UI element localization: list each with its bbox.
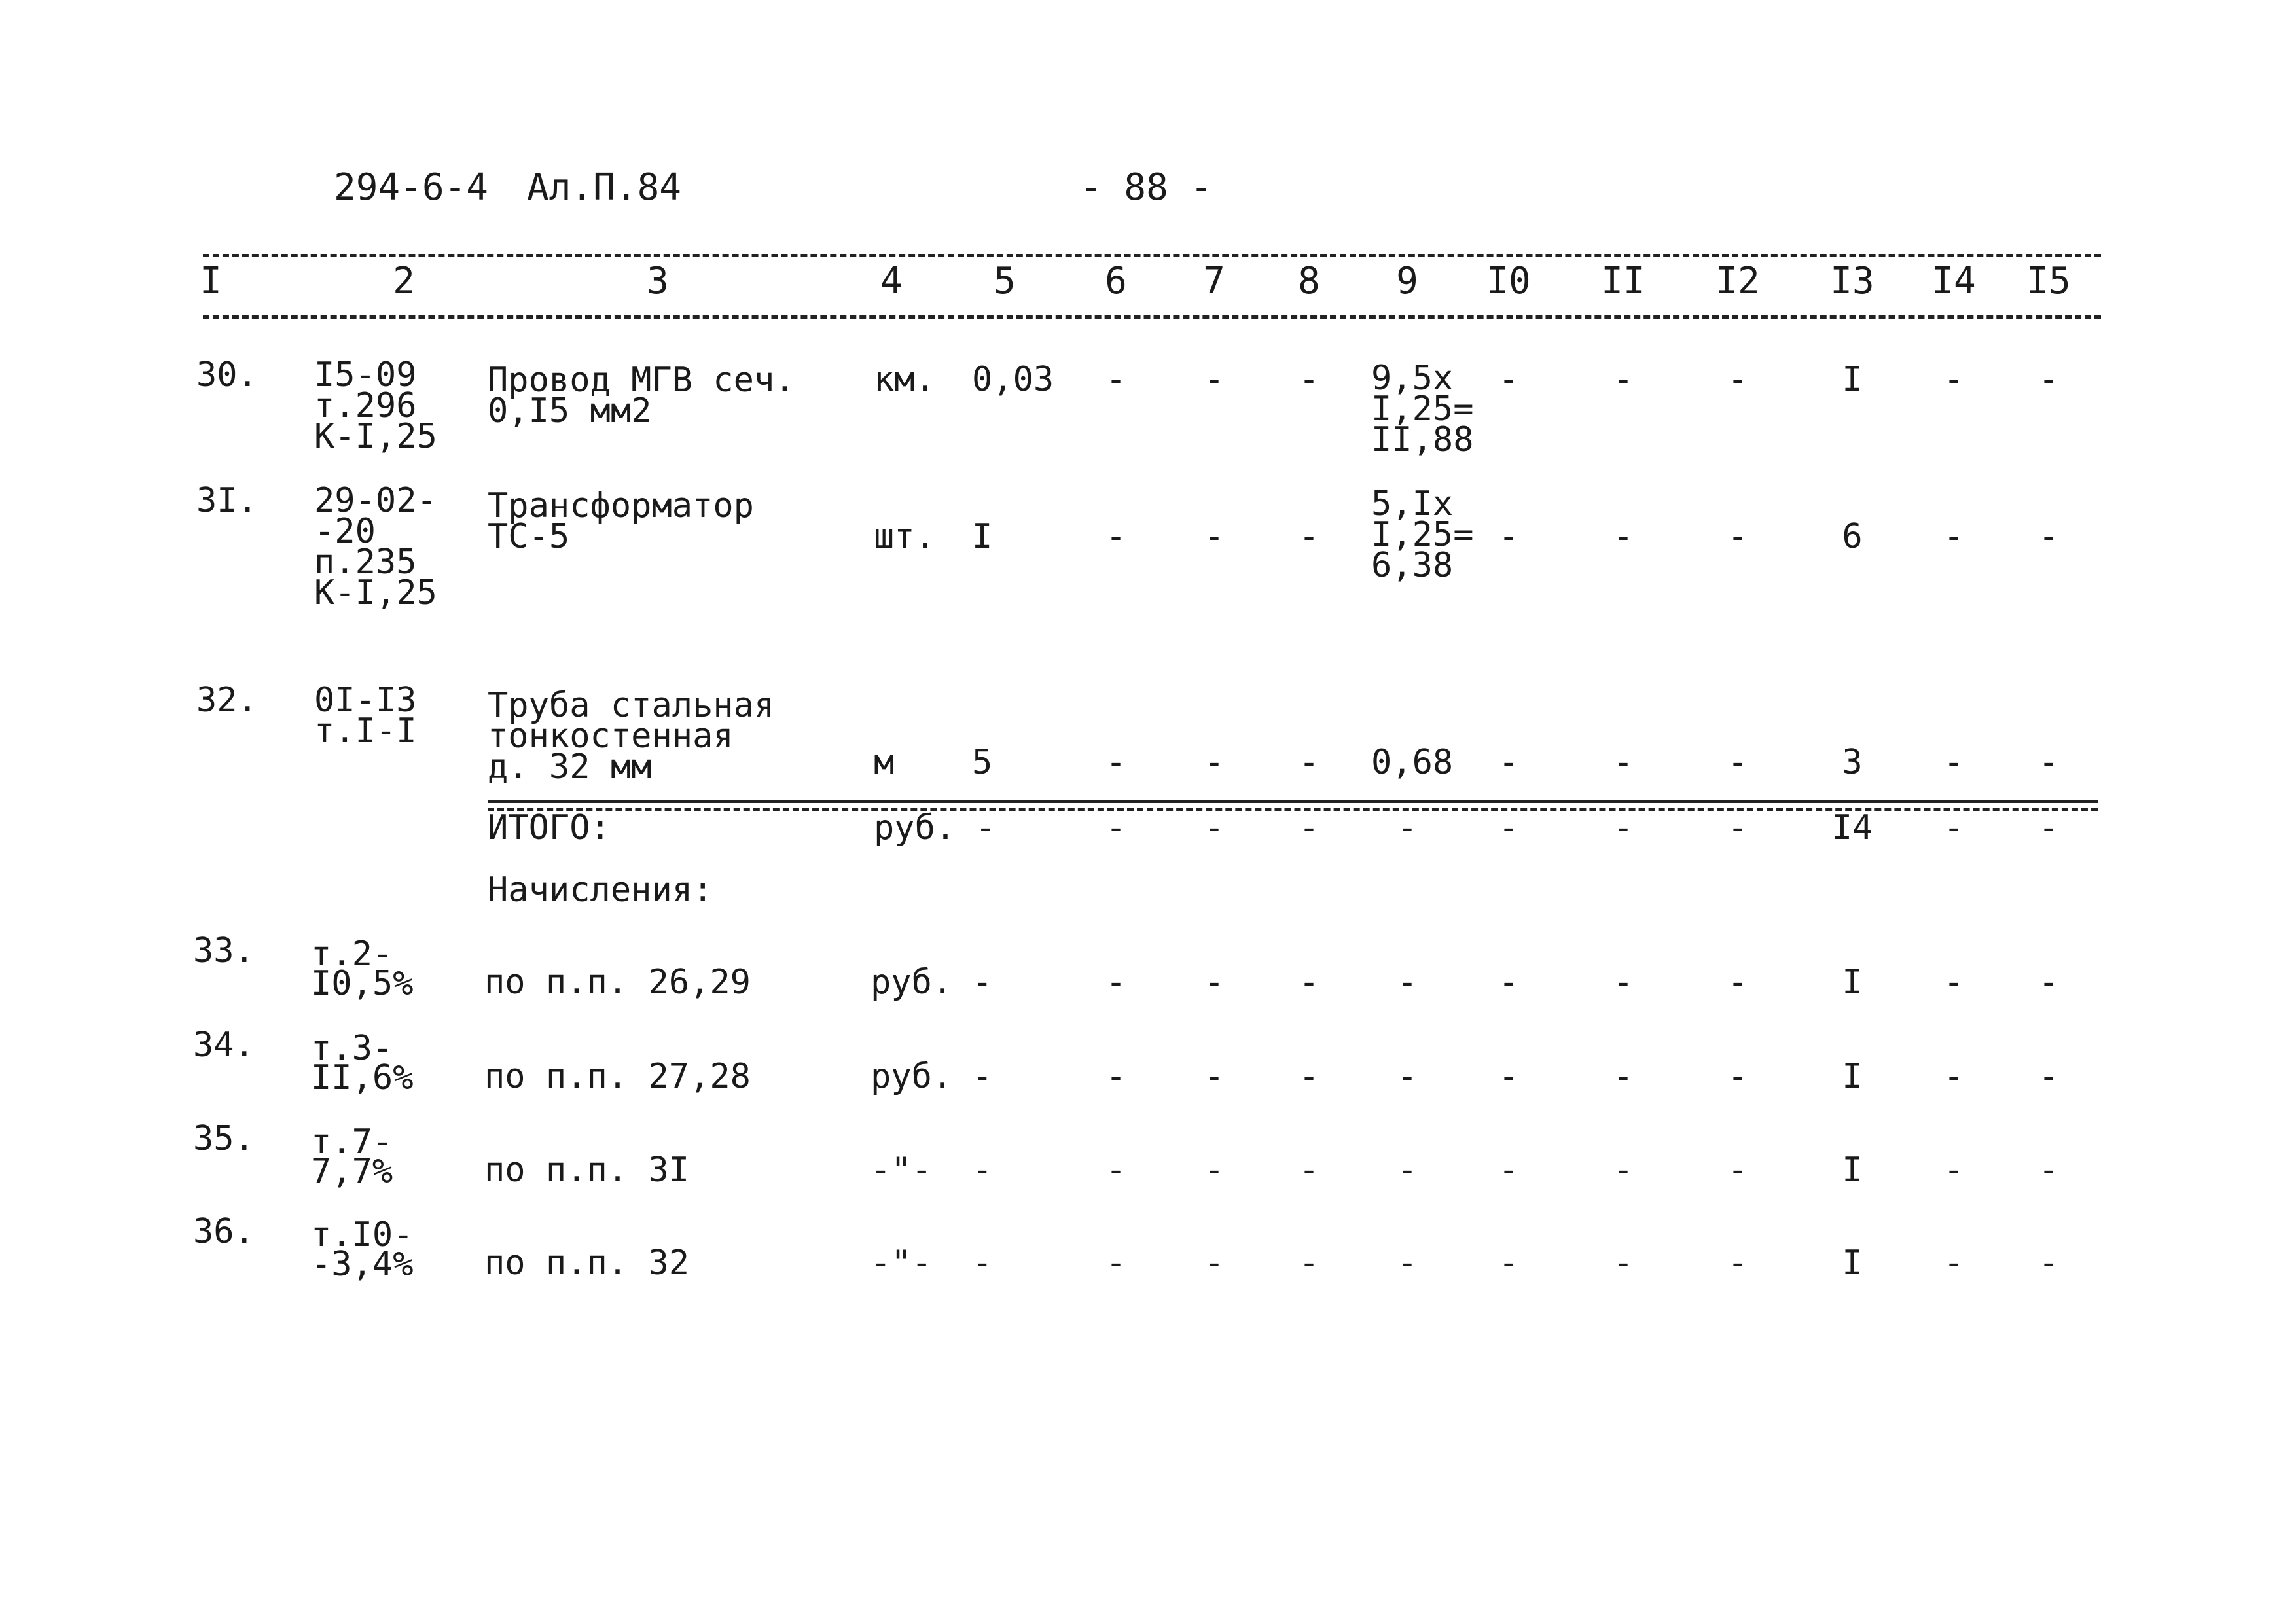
column-header-7: 7 (1203, 260, 1225, 302)
row-number: 32. (196, 681, 258, 720)
accrual-col-14: - (1943, 963, 1964, 1002)
row-col-11: - (1613, 517, 1634, 556)
accrual-col-6: - (1105, 963, 1126, 1002)
row-name: Трансформатор (488, 486, 754, 526)
accrual-col-6: - (1105, 1243, 1126, 1283)
column-header-8: 8 (1298, 260, 1320, 302)
accrual-col-13: I (1842, 963, 1863, 1002)
accrual-number: 36. (193, 1212, 255, 1251)
row-col-14: - (1943, 517, 1964, 556)
accrual-col-11: - (1613, 1243, 1634, 1283)
accrual-col-8: - (1299, 1057, 1319, 1096)
accrual-col-9: - (1397, 963, 1418, 1002)
total-col-5: - (975, 808, 996, 847)
row-code: т.I-I (314, 711, 417, 751)
row-col-9: I,25= (1371, 389, 1474, 429)
row-name: Провод МГВ сеч. (488, 361, 795, 400)
row-name: Труба стальная (488, 686, 775, 725)
accrual-col-10: - (1498, 1243, 1519, 1283)
total-col-7: - (1204, 808, 1225, 847)
accrual-unit: -"- (870, 1243, 932, 1283)
row-col-10: - (1498, 743, 1519, 782)
accrual-number: 34. (193, 1026, 255, 1065)
accrual-col-14: - (1943, 1057, 1964, 1096)
row-col-12: - (1727, 517, 1748, 556)
row-col-9: I,25= (1371, 515, 1474, 554)
total-col-11: - (1613, 808, 1634, 847)
accrual-col-9: - (1397, 1150, 1418, 1190)
accrual-col-6: - (1105, 1057, 1126, 1096)
accrual-unit: руб. (870, 963, 953, 1002)
row-unit: м (874, 743, 895, 782)
accrual-col-12: - (1727, 1243, 1748, 1283)
accrual-col-5: - (972, 1243, 993, 1283)
accruals-heading: Начисления: (488, 870, 713, 910)
accrual-unit: руб. (870, 1057, 953, 1096)
accrual-col-12: - (1727, 963, 1748, 1002)
row-code: 29-02- (314, 481, 437, 520)
accrual-code: I0,5% (311, 964, 414, 1003)
row-col-12: - (1727, 360, 1748, 399)
accrual-col-8: - (1299, 1243, 1319, 1283)
row-col-9: 6,38 (1371, 546, 1454, 585)
accrual-code: 7,7% (311, 1152, 393, 1191)
accrual-code: II,6% (311, 1058, 414, 1097)
accrual-col-10: - (1498, 1150, 1519, 1190)
accrual-col-11: - (1613, 1057, 1634, 1096)
total-unit: руб. (874, 808, 956, 847)
row-qty: 0,03 (972, 360, 1054, 399)
row-col-15: - (2038, 743, 2059, 782)
accrual-name: по п.п. 26,29 (484, 963, 751, 1002)
accrual-name: по п.п. 27,28 (484, 1057, 751, 1096)
total-col-12: - (1727, 808, 1748, 847)
column-header-15: I5 (2026, 260, 2071, 302)
row-col-10: - (1498, 360, 1519, 399)
row-code: I5-09 (314, 355, 417, 395)
column-header-5: 5 (994, 260, 1016, 302)
accrual-col-7: - (1204, 1243, 1225, 1283)
accrual-col-14: - (1943, 1150, 1964, 1190)
accrual-col-11: - (1613, 963, 1634, 1002)
column-header-3: 3 (647, 260, 669, 302)
accrual-col-6: - (1105, 1150, 1126, 1190)
row-code: К-I,25 (314, 573, 437, 613)
accrual-code: т.I0- (311, 1215, 414, 1255)
row-col-6: - (1105, 517, 1126, 556)
accrual-code: -3,4% (311, 1245, 414, 1284)
accrual-col-8: - (1299, 963, 1319, 1002)
total-col-14: - (1943, 808, 1964, 847)
row-code: К-I,25 (314, 417, 437, 456)
accrual-col-5: - (972, 1057, 993, 1096)
row-col-14: - (1943, 743, 1964, 782)
accrual-col-15: - (2038, 1150, 2059, 1190)
doc-code: 294-6-4 (334, 166, 489, 209)
accrual-col-5: - (972, 963, 993, 1002)
row-col-6: - (1105, 360, 1126, 399)
accrual-col-10: - (1498, 1057, 1519, 1096)
row-col-9: II,88 (1371, 420, 1474, 459)
row-code: 0I-I3 (314, 681, 417, 720)
total-col-13: I4 (1831, 808, 1873, 847)
row-col-12: - (1727, 743, 1748, 782)
accrual-col-5: - (972, 1150, 993, 1190)
accrual-col-15: - (2038, 1243, 2059, 1283)
row-number: 30. (196, 355, 258, 395)
row-col-13: 6 (1842, 517, 1863, 556)
accrual-col-12: - (1727, 1057, 1748, 1096)
row-col-14: - (1943, 360, 1964, 399)
row-name: ТС-5 (488, 517, 570, 556)
total-rule-lower (488, 808, 2098, 811)
row-col-11: - (1613, 743, 1634, 782)
album-ref: Ал.П.84 (527, 166, 682, 209)
column-header-12: I2 (1715, 260, 1760, 302)
row-code: т.296 (314, 386, 417, 425)
row-code: п.235 (314, 543, 417, 582)
row-col-9: 0,68 (1371, 743, 1454, 782)
total-label: ИТОГО: (488, 808, 611, 847)
column-header-4: 4 (880, 260, 903, 302)
total-col-6: - (1105, 808, 1126, 847)
row-number: 3I. (196, 481, 258, 520)
row-name: д. 32 мм (488, 747, 652, 787)
accrual-col-15: - (2038, 1057, 2059, 1096)
row-col-15: - (2038, 360, 2059, 399)
row-col-8: - (1299, 517, 1319, 556)
column-header-11: II (1601, 260, 1645, 302)
page-number: - 88 - (1080, 166, 1213, 209)
accrual-col-7: - (1204, 1057, 1225, 1096)
row-qty: I (972, 517, 993, 556)
column-header-13: I3 (1830, 260, 1874, 302)
accrual-unit: -"- (870, 1150, 932, 1190)
row-col-7: - (1204, 743, 1225, 782)
row-name: 0,I5 мм2 (488, 391, 652, 431)
column-header-14: I4 (1931, 260, 1976, 302)
accrual-col-9: - (1397, 1243, 1418, 1283)
accrual-name: по п.п. 32 (484, 1243, 690, 1283)
accrual-col-13: I (1842, 1057, 1863, 1096)
accrual-name: по п.п. 3I (484, 1150, 690, 1190)
total-col-15: - (2038, 808, 2059, 847)
accrual-col-11: - (1613, 1150, 1634, 1190)
row-col-7: - (1204, 517, 1225, 556)
accrual-number: 33. (193, 931, 255, 971)
total-col-10: - (1498, 808, 1519, 847)
row-col-13: 3 (1842, 743, 1863, 782)
accrual-col-15: - (2038, 963, 2059, 1002)
accrual-code: т.7- (311, 1122, 393, 1162)
row-col-15: - (2038, 517, 2059, 556)
row-unit: шт. (874, 517, 935, 556)
row-col-7: - (1204, 360, 1225, 399)
column-header-6: 6 (1105, 260, 1127, 302)
row-col-8: - (1299, 743, 1319, 782)
accrual-col-7: - (1204, 1150, 1225, 1190)
total-col-8: - (1299, 808, 1319, 847)
row-col-6: - (1105, 743, 1126, 782)
row-col-11: - (1613, 360, 1634, 399)
accrual-code: т.2- (311, 935, 393, 974)
total-rule-upper (488, 800, 2098, 803)
row-code: -20 (314, 512, 376, 551)
accrual-number: 35. (193, 1119, 255, 1158)
accrual-code: т.3- (311, 1029, 393, 1068)
top-rule (203, 254, 2101, 257)
row-unit: км. (874, 360, 935, 399)
header-bottom-rule (203, 315, 2101, 319)
accrual-col-10: - (1498, 963, 1519, 1002)
row-col-9: 5,Iх (1371, 484, 1454, 524)
column-header-1: I (200, 260, 222, 302)
accrual-col-8: - (1299, 1150, 1319, 1190)
row-col-10: - (1498, 517, 1519, 556)
row-col-8: - (1299, 360, 1319, 399)
accrual-col-7: - (1204, 963, 1225, 1002)
accrual-col-13: I (1842, 1243, 1863, 1283)
total-col-9: - (1397, 808, 1418, 847)
column-header-9: 9 (1396, 260, 1418, 302)
row-col-13: I (1842, 360, 1863, 399)
accrual-col-9: - (1397, 1057, 1418, 1096)
row-name: тонкостенная (488, 717, 734, 756)
row-col-9: 9,5х (1371, 359, 1454, 398)
column-header-10: I0 (1486, 260, 1531, 302)
accrual-col-12: - (1727, 1150, 1748, 1190)
accrual-col-14: - (1943, 1243, 1964, 1283)
accrual-col-13: I (1842, 1150, 1863, 1190)
row-qty: 5 (972, 743, 993, 782)
column-header-2: 2 (393, 260, 415, 302)
